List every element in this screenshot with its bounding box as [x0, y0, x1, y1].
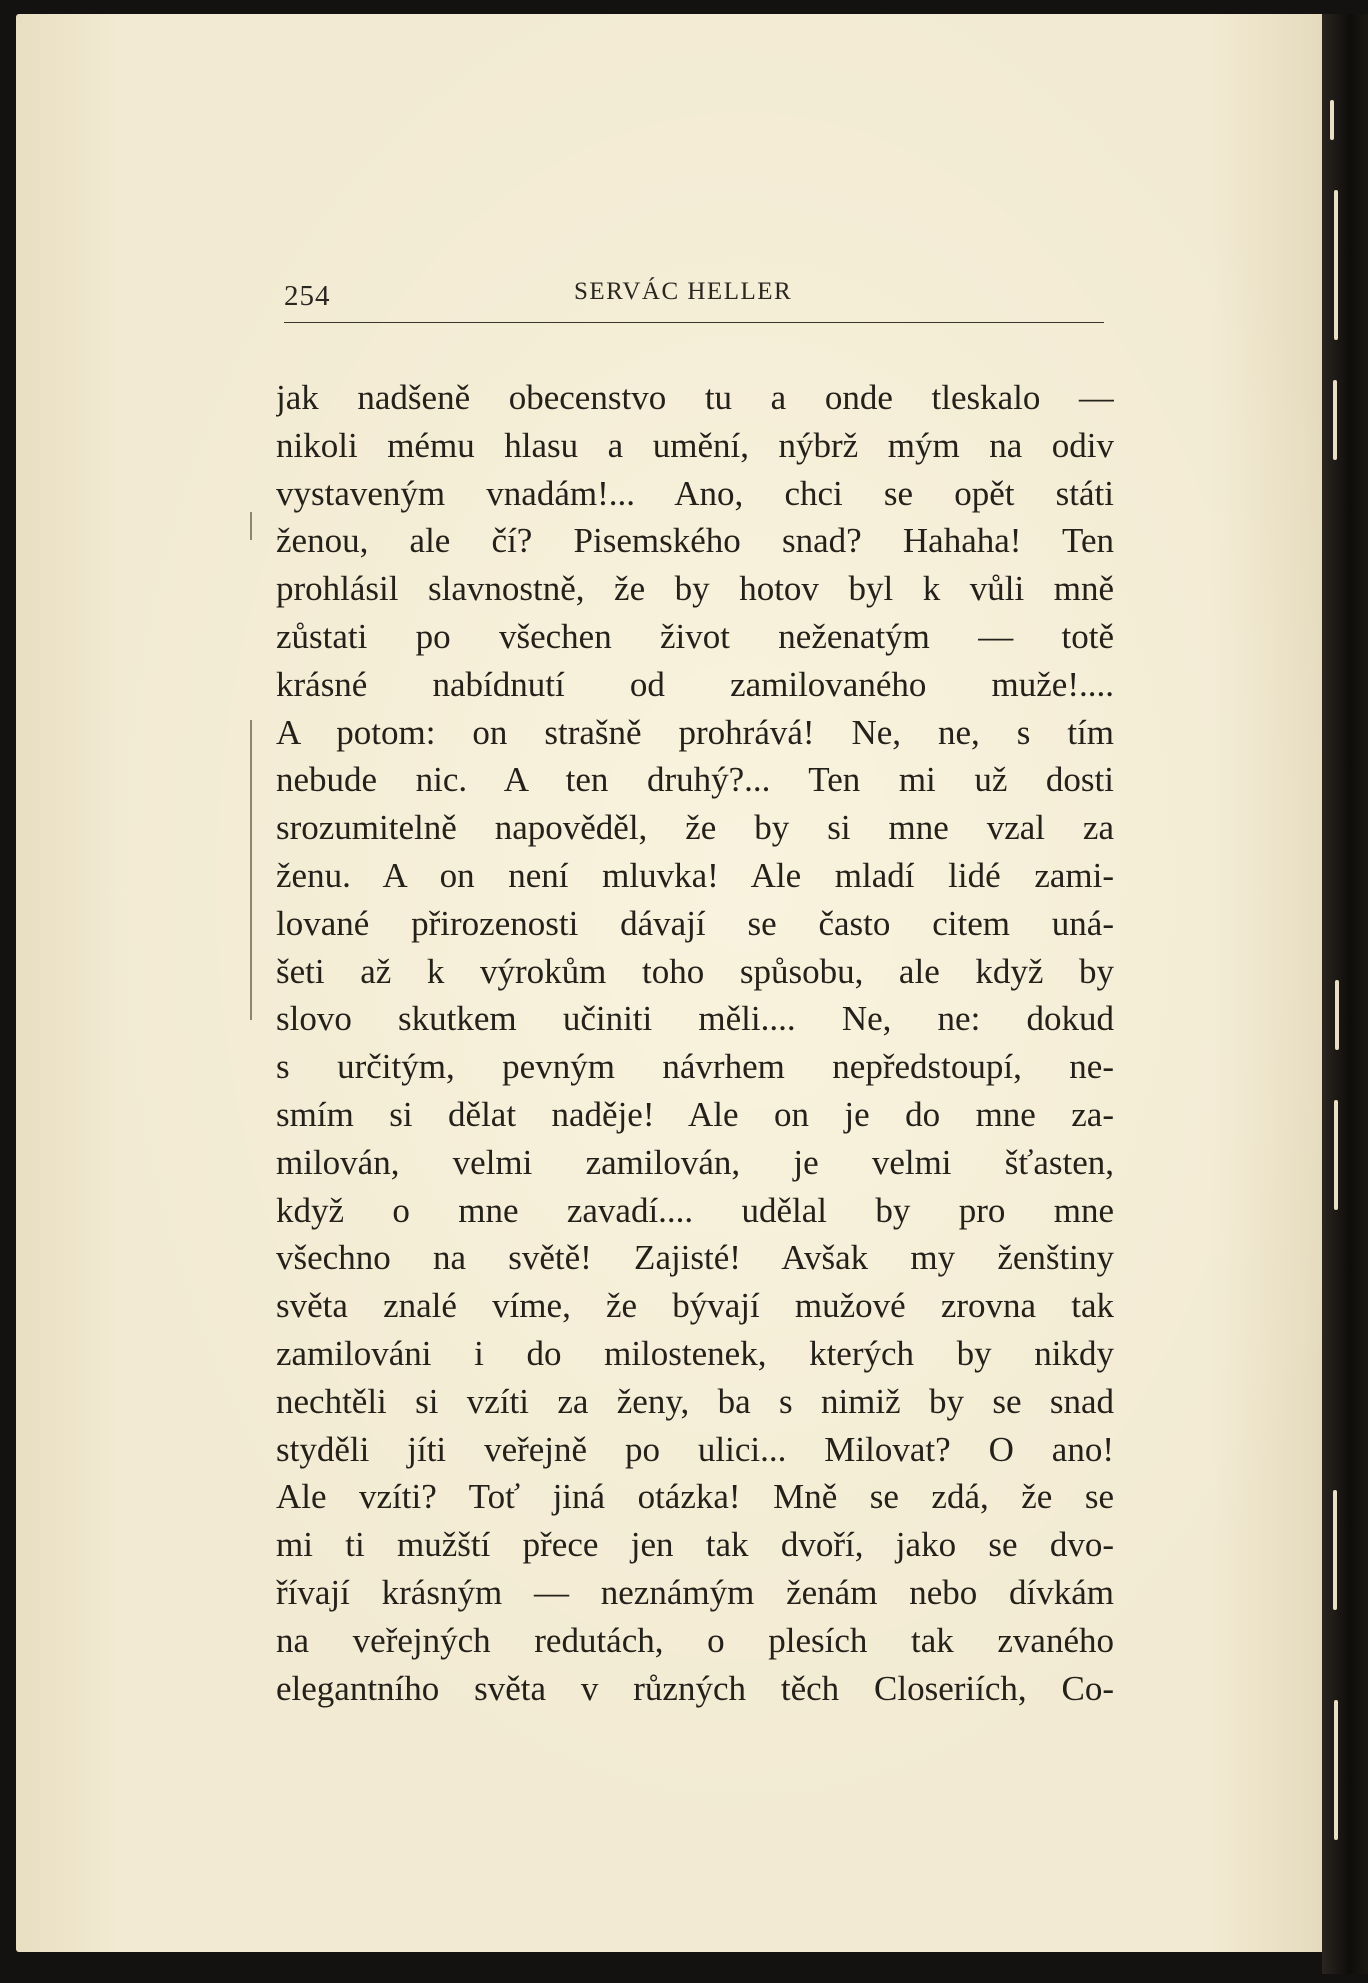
spine-mark: [1334, 1700, 1338, 1840]
text-line: lované přirozenosti dávají se často citem uná-: [276, 903, 1114, 943]
text-line: s určitým, pevným návrhem nepředstoupí, ne-: [276, 1047, 1114, 1087]
text-line: zamilováni i do milostenek, kterých by nikdy: [276, 1333, 1114, 1373]
text-line: prohlásil slavnostně, že by hotov byl k vůli mně: [276, 569, 1114, 609]
spine-mark: [1333, 380, 1337, 460]
margin-pencil-mark: [250, 512, 252, 540]
text-line: krásné nabídnutí od zamilovaného muže!....: [276, 664, 1114, 704]
text-line: srozumitelně napověděl, že by si mne vzal za: [276, 808, 1114, 848]
page-number: 254: [284, 280, 331, 312]
spine-mark: [1334, 1100, 1338, 1210]
text-line: jak nadšeně obecenstvo tu a onde tleskalo —: [276, 378, 1114, 417]
text-line: na veřejných redutách, o plesích tak zvaného: [276, 1620, 1114, 1660]
body-text: [276, 374, 1114, 1712]
margin-pencil-mark: [250, 720, 252, 1020]
spine-mark: [1333, 1490, 1337, 1610]
text-line: nebude nic. A ten druhý?... Ten mi už dosti: [276, 760, 1114, 800]
text-line: slovo skutkem učiniti měli.... Ne, ne: dokud: [276, 999, 1114, 1039]
text-line: šeti až k výrokům toho spůsobu, ale když by: [276, 951, 1114, 991]
text-line: ženou, ale čí? Pisemského snad? Hahaha! Ten: [276, 521, 1114, 561]
text-line: nikoli mému hlasu a umění, nýbrž mým na odiv: [276, 425, 1114, 465]
text-line: milován, velmi zamilován, je velmi šťasten,: [276, 1142, 1114, 1182]
spine-mark: [1335, 980, 1339, 1050]
header-rule: [284, 322, 1104, 323]
text-line: vystaveným vnadám!... Ano, chci se opět státi: [276, 473, 1114, 513]
text-line: když o mne zavadí.... udělal by pro mne: [276, 1190, 1114, 1230]
book-spine-edge: [1322, 14, 1368, 1974]
text-line: smím si dělat naděje! Ale on je do mne za-: [276, 1094, 1114, 1134]
text-line: styděli jíti veřejně po ulici... Milovat? O ano!: [276, 1429, 1114, 1469]
text-line: ženu. A on není mluvka! Ale mladí lidé zami-: [276, 855, 1114, 895]
spine-mark: [1330, 100, 1334, 140]
text-line: A potom: on strašně prohrává! Ne, ne, s tím: [276, 712, 1114, 752]
text-line: všechno na světě! Zajisté! Avšak my ženštiny: [276, 1238, 1114, 1278]
text-line: elegantního světa v různých těch Closeriích, Co-: [276, 1668, 1114, 1708]
text-line: Ale vzíti? Toť jiná otázka! Mně se zdá, že se: [276, 1477, 1114, 1517]
page-header: [284, 276, 1104, 320]
text-line: světa znalé víme, že bývají mužové zrovna tak: [276, 1286, 1114, 1326]
text-line: zůstati po všechen život neženatým — totě: [276, 616, 1114, 656]
spine-mark: [1334, 190, 1338, 340]
running-head: SERVÁC HELLER: [574, 278, 793, 305]
text-line: řívají krásným — neznámým ženám nebo dívkám: [276, 1572, 1114, 1612]
text-line: nechtěli si vzíti za ženy, ba s nimiž by se snad: [276, 1381, 1114, 1421]
text-line: mi ti mužští přece jen tak dvoří, jako se dvo-: [276, 1525, 1114, 1565]
